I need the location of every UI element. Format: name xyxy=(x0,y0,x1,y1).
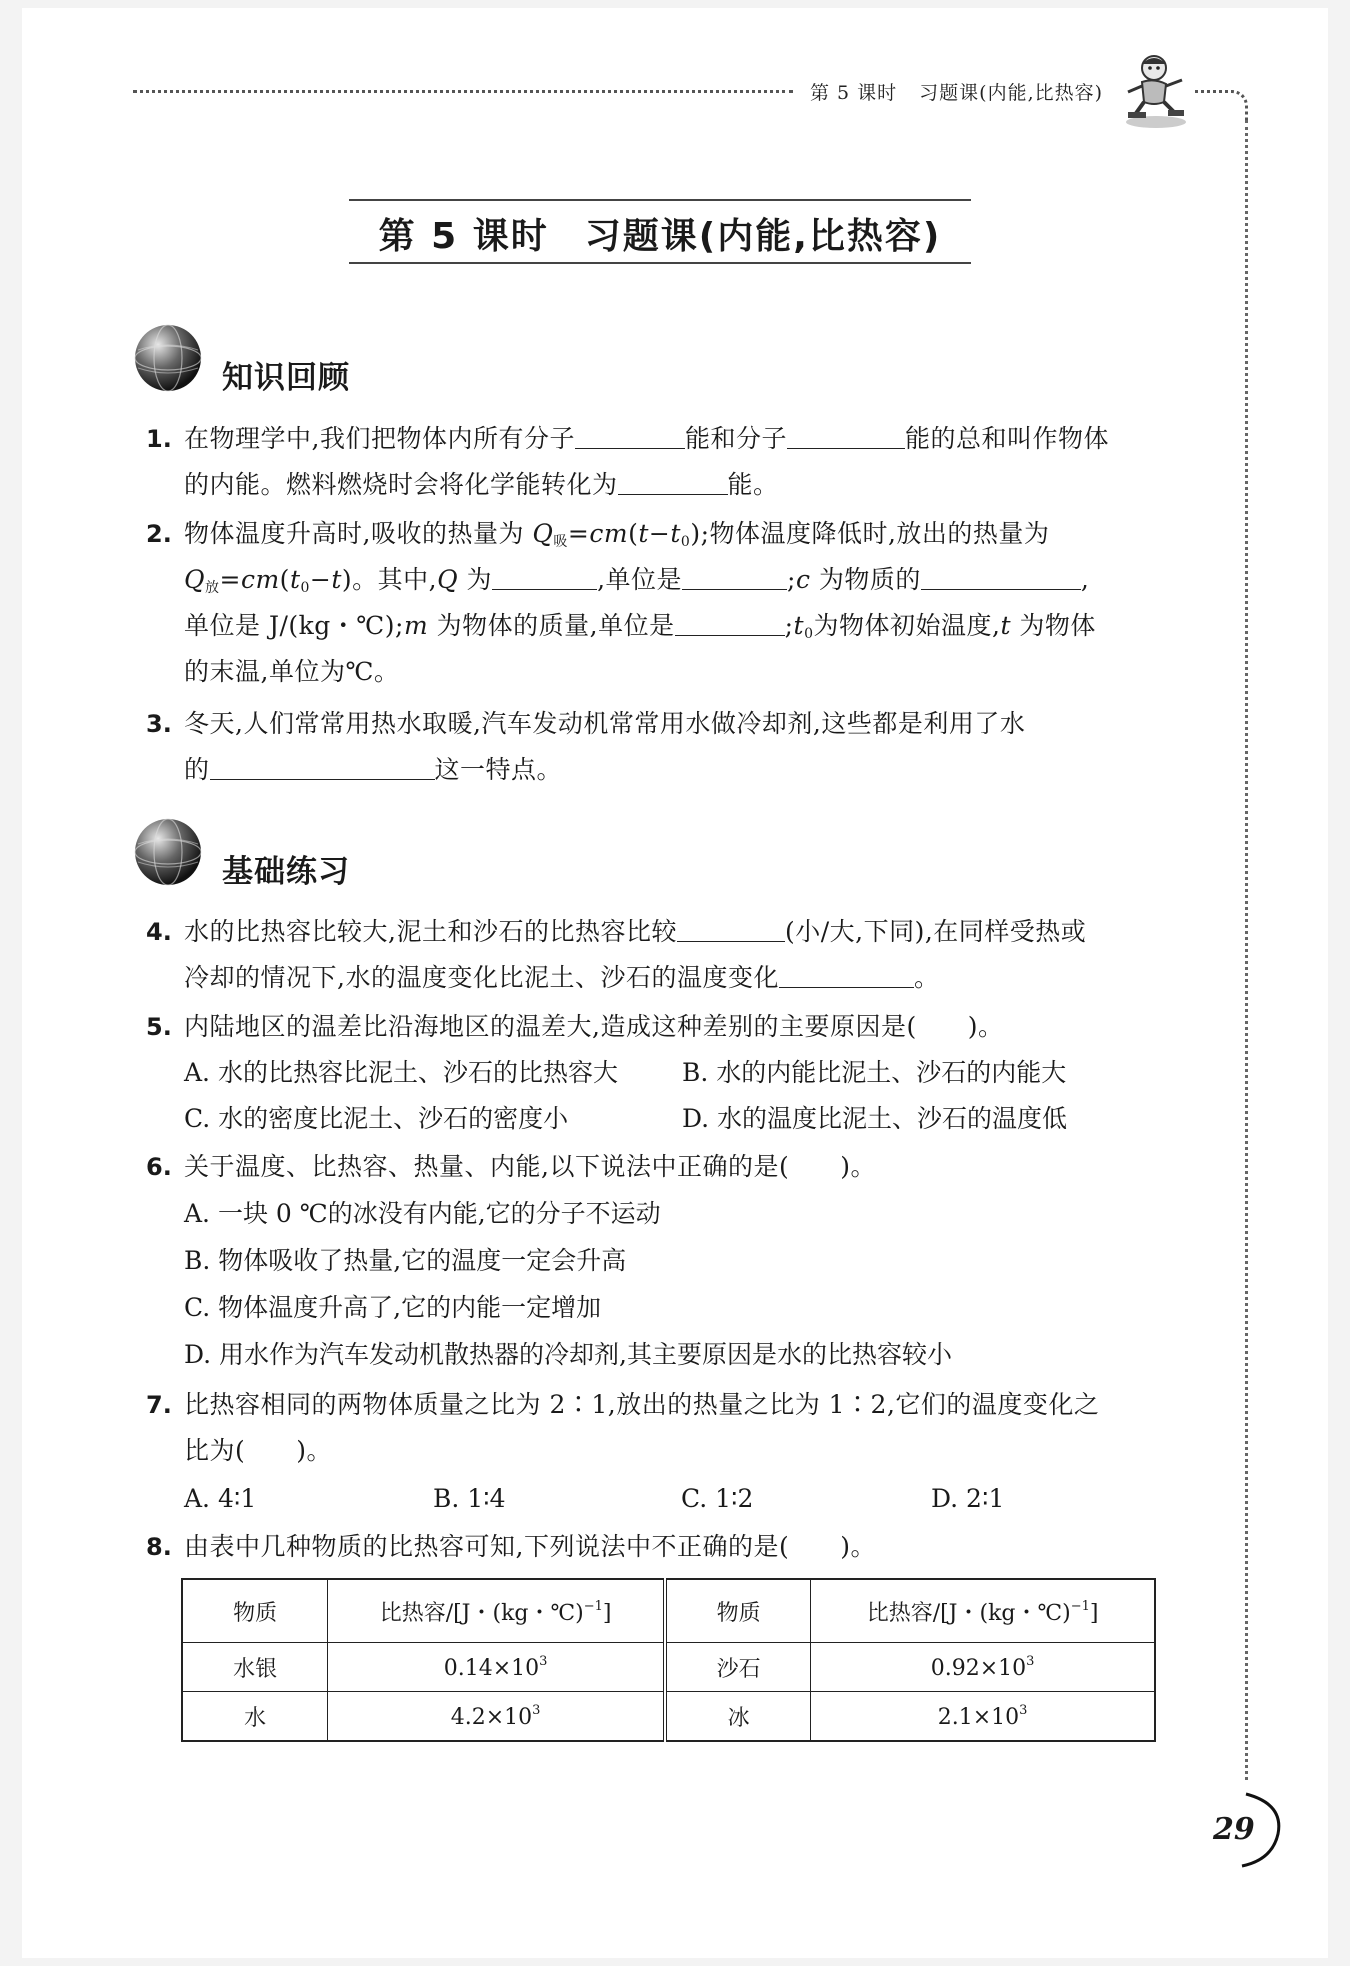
q2-l3-m: m xyxy=(403,611,429,640)
q2-l1-cm: cm xyxy=(589,519,629,548)
q7-number: 7. xyxy=(146,1391,172,1419)
q2-l2-text: )。其中, xyxy=(341,565,438,594)
section-title-basic: 基础练习 xyxy=(222,854,350,890)
q6-option-d[interactable]: D. 用水作为汽车发动机散热器的冷却剂,其主要原因是水的比热容较小 xyxy=(184,1340,952,1369)
q1-blank-1[interactable] xyxy=(575,424,685,449)
q2-number: 2. xyxy=(146,520,172,548)
q2-l2-t0sub: 0 xyxy=(300,580,310,596)
q7-option-b[interactable]: B. 1∶4 xyxy=(433,1484,506,1513)
title-lesson: 第 5 课时 xyxy=(378,216,549,257)
q1-text-b: 能和分子 xyxy=(684,424,787,453)
q5-option-c[interactable]: C. 水的密度比泥土、沙石的密度小 xyxy=(184,1104,569,1133)
q1-number: 1. xyxy=(146,425,172,453)
q3-text-b: 这一特点。 xyxy=(434,755,563,784)
q2-l1-t0: t xyxy=(670,519,681,548)
table-cell-value xyxy=(811,1643,1155,1692)
q8-number: 8. xyxy=(146,1533,172,1561)
title-topic: 习题课(内能,比热容) xyxy=(584,216,942,257)
table-cell-substance: 沙石 xyxy=(665,1643,811,1692)
specific-heat-table xyxy=(181,1578,1156,1742)
table-cell-value-text: 4.2×10 xyxy=(450,1704,533,1730)
q2-blank-3[interactable] xyxy=(921,565,1081,590)
q2-l2-eq: = xyxy=(219,565,241,594)
running-header-lesson: 第 5 课时 xyxy=(810,82,898,104)
q4-text-d: 。 xyxy=(913,963,940,992)
q4-line2 xyxy=(184,963,939,993)
q1-text-a: 在物理学中,我们把物体内所有分子 xyxy=(184,424,575,453)
q6-option-b[interactable]: B. 物体吸收了热量,它的温度一定会升高 xyxy=(184,1246,627,1275)
q2-l1-tail: );物体温度降低时,放出的热量为 xyxy=(690,519,1050,548)
q2-l2-unit: ,单位是 xyxy=(597,565,683,594)
q3-line2 xyxy=(184,755,562,785)
table-header-heat-2 xyxy=(811,1579,1155,1643)
q2-l3-semi: ; xyxy=(784,611,794,640)
q2-l1-minus: − xyxy=(648,519,671,548)
table-cell-value xyxy=(328,1643,665,1692)
q2-l2-paren: ( xyxy=(279,565,290,594)
table-header-heat-1-bracket: ] xyxy=(602,1600,612,1626)
q2-l1-Q: Q xyxy=(532,519,554,548)
q4-blank-2[interactable] xyxy=(779,963,914,988)
q5-option-a[interactable]: A. 水的比热容比泥土、沙石的比热容大 xyxy=(184,1058,618,1087)
q5-number: 5. xyxy=(146,1013,172,1041)
q1-text-c: 能的总和叫作物体 xyxy=(904,424,1109,453)
q7-line2: 比为( )。 xyxy=(184,1436,333,1465)
q2-l3-text: 单位是 J/(kg・℃); xyxy=(184,611,404,640)
table-cell-substance: 冰 xyxy=(665,1692,811,1742)
q2-l1-t0sub: 0 xyxy=(680,534,691,550)
q2-l2-sub: 放 xyxy=(205,580,220,596)
table-row xyxy=(182,1692,1155,1742)
q3-text-a: 的 xyxy=(184,755,210,784)
table-cell-value xyxy=(811,1692,1155,1742)
q6-stem: 关于温度、比热容、热量、内能,以下说法中正确的是( )。 xyxy=(184,1152,876,1181)
q7-option-a[interactable]: A. 4∶1 xyxy=(184,1484,257,1513)
q2-l2-Q2: Q xyxy=(437,565,459,594)
q6-number: 6. xyxy=(146,1153,172,1181)
q2-line2 xyxy=(184,565,1089,603)
q3-blank[interactable] xyxy=(210,755,435,780)
q1-blank-3[interactable] xyxy=(618,470,728,495)
header-dotted-rule xyxy=(133,90,793,93)
q1-text-e: 能。 xyxy=(727,470,779,499)
table-header-heat-1-sup: −1 xyxy=(583,1598,603,1614)
q2-l2-cm: cm xyxy=(240,565,280,594)
q2-l1-sub: 吸 xyxy=(553,534,568,550)
q2-line3 xyxy=(184,611,1096,649)
q2-l3-t: t xyxy=(1000,611,1011,640)
table-header-heat-2-bracket: ] xyxy=(1089,1600,1099,1626)
q6-option-a[interactable]: A. 一块 0 ℃的冰没有内能,它的分子不运动 xyxy=(184,1199,661,1228)
q1-blank-2[interactable] xyxy=(787,424,905,449)
table-header-substance-1: 物质 xyxy=(182,1579,328,1643)
q2-blank-4[interactable] xyxy=(675,611,785,636)
q1-line2 xyxy=(184,470,779,500)
q1-line1 xyxy=(184,424,1109,454)
q1-text-d: 的内能。燃料燃烧时会将化学能转化为 xyxy=(184,470,618,499)
table-cell-substance: 水 xyxy=(182,1692,328,1742)
table-cell-substance: 水银 xyxy=(182,1643,328,1692)
q4-line1 xyxy=(184,917,1086,947)
running-header-topic: 习题课(内能,比热容) xyxy=(919,82,1104,104)
q2-l1-t: t xyxy=(638,519,649,548)
q2-l3-initial: 为物体初始温度, xyxy=(813,611,1001,640)
table-header-heat-1 xyxy=(328,1579,665,1643)
q2-blank-1[interactable] xyxy=(492,565,597,590)
q5-option-d[interactable]: D. 水的温度比泥土、沙石的温度低 xyxy=(682,1104,1068,1133)
mascot-icon xyxy=(1120,52,1190,130)
table-header-substance-2: 物质 xyxy=(665,1579,811,1643)
table-cell-value-text: 0.92×10 xyxy=(930,1655,1027,1681)
q2-l2-semi: ; xyxy=(787,565,796,594)
q6-option-c[interactable]: C. 物体温度升高了,它的内能一定增加 xyxy=(184,1293,602,1322)
running-header xyxy=(810,78,1103,105)
table-cell-exponent: 3 xyxy=(532,1702,541,1718)
q2-l2-comma: , xyxy=(1080,565,1090,594)
q4-text-c: 冷却的情况下,水的温度变化比泥土、沙石的温度变化 xyxy=(184,963,779,992)
q2-line4: 的末温,单位为℃。 xyxy=(184,657,400,686)
table-header-heat-2-text: 比热容/[J・(kg・℃) xyxy=(866,1600,1071,1626)
q4-text-b: (小/大,下同),在同样受热或 xyxy=(784,917,1087,946)
q7-option-c[interactable]: C. 1∶2 xyxy=(681,1484,754,1513)
table-row xyxy=(182,1643,1155,1692)
q7-option-d[interactable]: D. 2∶1 xyxy=(931,1484,1005,1513)
q4-text-a: 水的比热容比较大,泥土和沙石的比热容比较 xyxy=(184,917,677,946)
table-cell-exponent: 3 xyxy=(1019,1702,1028,1718)
q2-l2-minus: − xyxy=(309,565,332,594)
q5-option-b[interactable]: B. 水的内能比泥土、沙石的内能大 xyxy=(682,1058,1067,1087)
q2-l1-text: 物体温度升高时,吸收的热量为 xyxy=(184,519,533,548)
section-title-review: 知识回顾 xyxy=(222,360,350,396)
globe-icon xyxy=(132,816,204,888)
q2-l1-paren: ( xyxy=(628,519,639,548)
q2-line1 xyxy=(184,519,1049,557)
title-top-rule xyxy=(349,199,971,201)
table-header-heat-2-sup: −1 xyxy=(1070,1598,1090,1614)
q8-stem: 由表中几种物质的比热容可知,下列说法中不正确的是( )。 xyxy=(184,1532,876,1561)
title-bottom-rule xyxy=(349,262,971,264)
side-dotted-rule xyxy=(1245,120,1248,1780)
q2-l2-substance: 为物质的 xyxy=(810,565,921,594)
q4-blank-1[interactable] xyxy=(677,917,785,942)
q2-l3-tail: 为物体 xyxy=(1010,611,1096,640)
table-cell-value xyxy=(328,1692,665,1742)
q2-l2-t0: t xyxy=(289,565,301,594)
page-title xyxy=(349,208,971,259)
table-cell-exponent: 3 xyxy=(1026,1653,1035,1669)
table-cell-exponent: 3 xyxy=(539,1653,548,1669)
q3-number: 3. xyxy=(146,710,172,738)
q4-number: 4. xyxy=(146,918,172,946)
q2-l3-t0sub: 0 xyxy=(804,626,814,642)
q2-l1-eq: = xyxy=(567,519,590,548)
globe-icon xyxy=(132,322,204,394)
page-number: 29 xyxy=(1213,1812,1255,1847)
header-dotted-corner xyxy=(1195,90,1248,123)
q2-l2-t: t xyxy=(331,565,342,594)
q2-l2-wei: 为 xyxy=(458,565,493,594)
q2-l2-Q: Q xyxy=(184,565,205,594)
q7-line1: 比热容相同的两物体质量之比为 2∶1,放出的热量之比为 1∶2,它们的温度变化之 xyxy=(184,1390,1100,1419)
q2-l3-t0: t xyxy=(793,611,805,640)
table-cell-value-text: 0.14×10 xyxy=(443,1655,540,1681)
table-cell-value-text: 2.1×10 xyxy=(937,1704,1020,1730)
q3-line1: 冬天,人们常常用热水取暖,汽车发动机常常用水做冷却剂,这些都是利用了水 xyxy=(184,709,1026,738)
table-header-row xyxy=(182,1579,1155,1643)
q2-blank-2[interactable] xyxy=(682,565,787,590)
q2-l3-mass: 为物体的质量,单位是 xyxy=(428,611,675,640)
q2-l2-c: c xyxy=(795,565,811,594)
table-header-heat-1-text: 比热容/[J・(kg・℃) xyxy=(379,1600,584,1626)
q5-stem: 内陆地区的温差比沿海地区的温差大,造成这种差别的主要原因是( )。 xyxy=(184,1012,1004,1041)
